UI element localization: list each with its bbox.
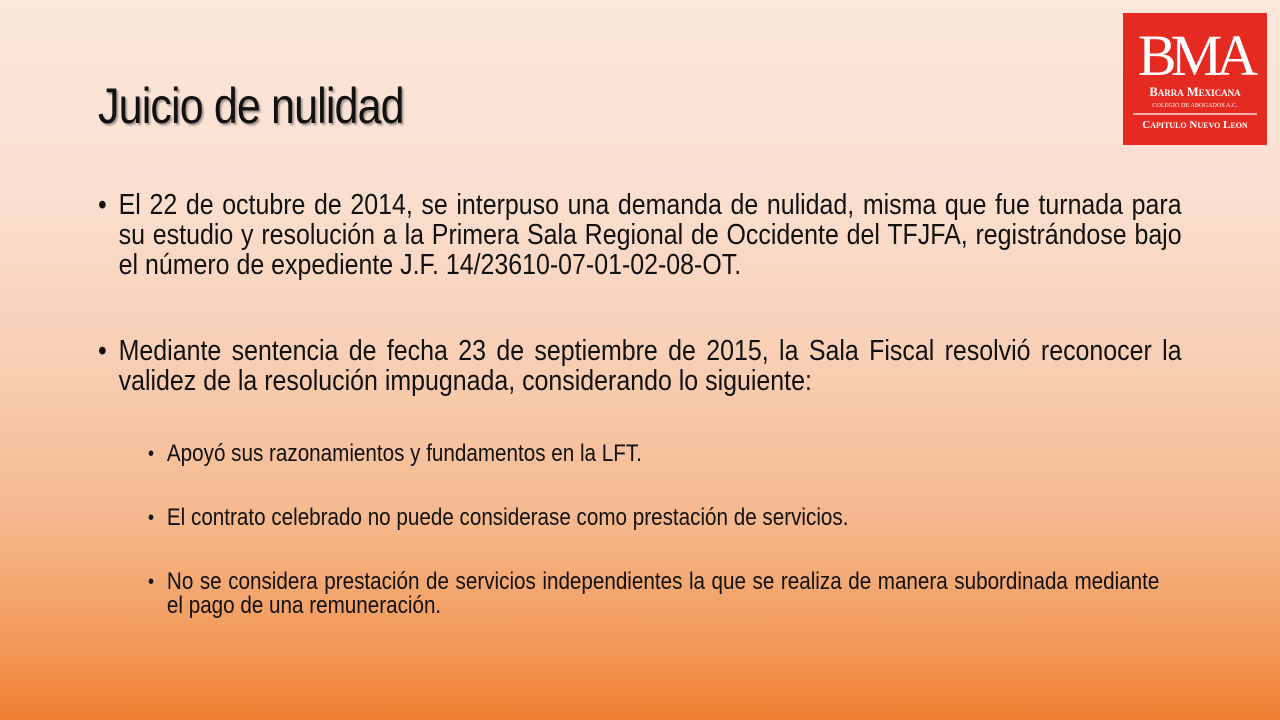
bullet-marker: • <box>148 443 155 465</box>
bullet-item <box>98 336 1202 396</box>
sub-bullet-item <box>148 442 1178 466</box>
bullet-text: Mediante sentencia de fecha 23 de septiembre de 2015, la Sala Fiscal resolvió reconocer la validez de la resolución impugnada, considerando lo siguiente: <box>118 335 1182 397</box>
bma-logo <box>1123 13 1267 145</box>
logo-letters: BMA <box>1137 23 1253 88</box>
sub-bullet-item <box>148 570 1178 618</box>
bullet-item <box>98 190 1202 280</box>
sub-bullet-text: Apoyó sus razonamientos y fundamentos en la LFT. <box>166 440 642 467</box>
bullet-marker: • <box>98 189 107 221</box>
sub-bullet-text: El contrato celebrado no puede considerase como prestación de servicios. <box>166 504 849 531</box>
bullet-marker: • <box>148 507 155 529</box>
logo-line-1: Barra Mexicana <box>1149 85 1241 99</box>
sub-bullet-item <box>148 506 1178 530</box>
bma-logo-graphic <box>1123 13 1267 145</box>
bullet-marker: • <box>148 571 155 593</box>
logo-line-3: Capitulo Nuevo Leon <box>1142 119 1248 131</box>
bullet-text: El 22 de octubre de 2014, se interpuso una demanda de nulidad, misma que fue turnada para su estudio y resolución a la Primera Sala Regional de Occidente del TFJFA, registrándose bajo el número de expediente J.F. 14/23610-07-01-02-08-OT. <box>118 189 1182 281</box>
logo-line-2: Colegio de Abogados A.C. <box>1152 102 1238 109</box>
sub-bullet-text: No se considera prestación de servicios independientes la que se realiza de manera subordinada mediante el pago de una remuneración. <box>166 568 1160 619</box>
slide-title: Juicio de nulidad <box>98 78 404 134</box>
bullet-marker: • <box>98 335 107 367</box>
